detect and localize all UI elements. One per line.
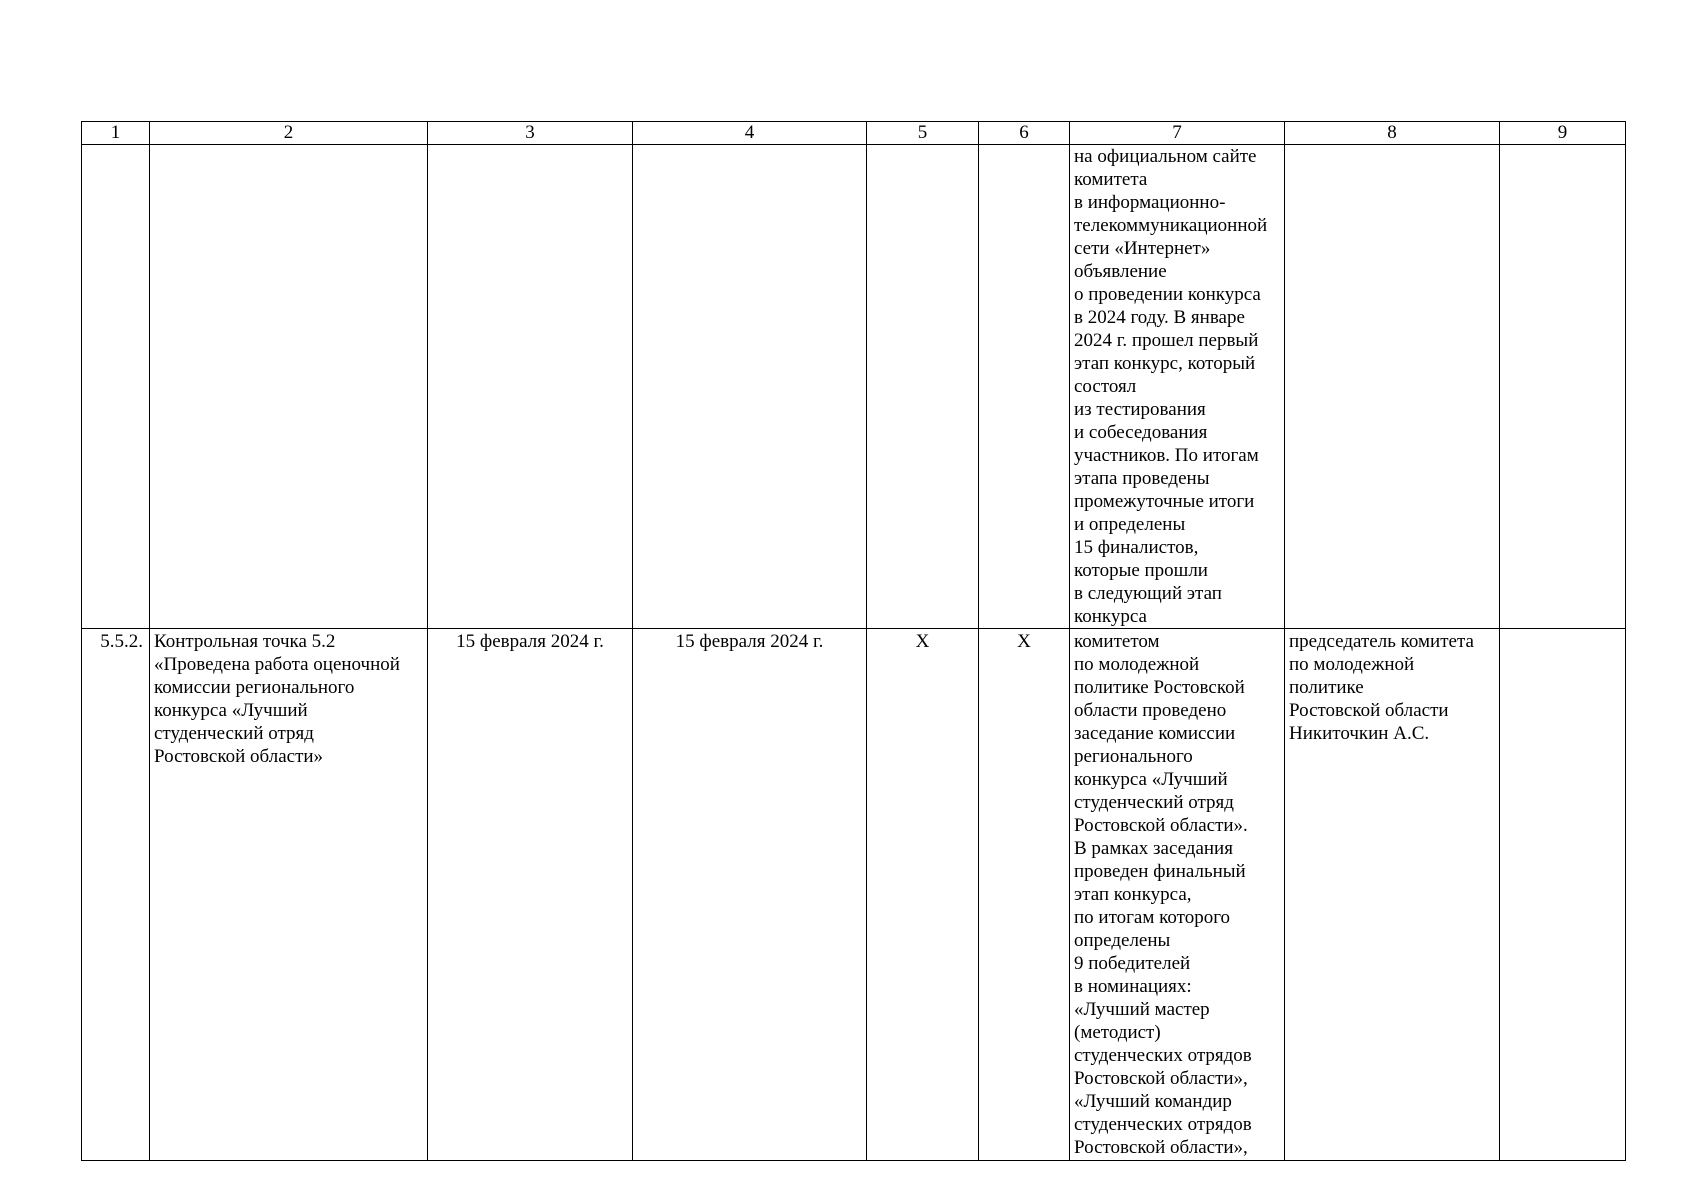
cell-text-line: Ростовской области» (154, 746, 324, 767)
cell-text-line: по итогам которого (1074, 907, 1231, 928)
cell-text-line: и определены (1074, 514, 1186, 535)
cell-text-line: 9 победителей (1074, 953, 1191, 974)
cell-text-line: политике Ростовской (1074, 677, 1245, 698)
cell-text-line: Ростовской области». (1074, 815, 1248, 836)
report-table (81, 121, 1626, 1161)
cell-text-line: Ростовской области», (1074, 1068, 1248, 1089)
header-cell-8: 8 (1285, 122, 1500, 145)
header-cell-1: 1 (82, 122, 150, 145)
cell-text-line: комитетом (1074, 631, 1160, 652)
cell-number (82, 145, 150, 629)
cell-text-line: в следующий этап (1074, 583, 1222, 604)
cell-text-line: состоял (1074, 376, 1137, 397)
cell-text-line: конкурса «Лучший (154, 700, 308, 721)
cell-text-line: из тестирования (1074, 399, 1206, 420)
cell-col9 (1500, 629, 1626, 1161)
cell-text-line: этап конкурса, (1074, 884, 1192, 905)
header-cell-5: 5 (867, 122, 979, 145)
cell-text-line: комитета (1074, 169, 1148, 190)
cell-col6 (979, 145, 1070, 629)
cell-text-line: по молодежной (1074, 654, 1200, 675)
cell-plan-date: 15 февраля 2024 г. (428, 629, 633, 1161)
cell-text-line: и собеседования (1074, 422, 1208, 443)
cell-result-description (1070, 145, 1285, 629)
table-header-row (82, 122, 1626, 145)
cell-text-line: на официальном сайте (1074, 146, 1257, 167)
cell-text-line: сети «Интернет» (1074, 238, 1211, 259)
cell-text-line: этап конкурс, который (1074, 353, 1256, 374)
cell-responsible (1285, 629, 1500, 1161)
cell-text-line: 2024 г. прошел первый (1074, 330, 1259, 351)
cell-text-line: 15 финалистов, (1074, 537, 1199, 558)
cell-text-line: определены (1074, 930, 1171, 951)
cell-text-line: Ростовской области (1289, 700, 1449, 721)
cell-text-line: студенческих отрядов (1074, 1114, 1252, 1135)
cell-col5 (867, 145, 979, 629)
cell-text-line: которые прошли (1074, 560, 1208, 581)
cell-text-line: студенческих отрядов (1074, 1045, 1252, 1066)
header-cell-4: 4 (633, 122, 867, 145)
cell-text-line: председатель комитета (1289, 631, 1474, 652)
table-row-5-5-2 (82, 629, 1626, 1161)
cell-text-line: в 2024 году. В январе (1074, 307, 1245, 328)
cell-text-line: студенческий отряд (1074, 792, 1234, 813)
cell-event-name (150, 629, 428, 1161)
cell-event-name (150, 145, 428, 629)
cell-fact-date (633, 145, 867, 629)
cell-col9 (1500, 145, 1626, 629)
cell-fact-date: 15 февраля 2024 г. (633, 629, 867, 1161)
header-cell-7: 7 (1070, 122, 1285, 145)
cell-text-line: по молодежной (1289, 654, 1415, 675)
cell-text-line: комиссии регионального (154, 677, 355, 698)
header-cell-9: 9 (1500, 122, 1626, 145)
header-cell-3: 3 (428, 122, 633, 145)
cell-text-line: в информационно- (1074, 192, 1226, 213)
cell-text-line: В рамках заседания (1074, 838, 1233, 859)
cell-number: 5.5.2. (82, 629, 150, 1161)
header-cell-6: 6 (979, 122, 1070, 145)
cell-text-line: студенческий отряд (154, 723, 314, 744)
cell-text-line: политике (1289, 677, 1364, 698)
cell-text-line: «Лучший мастер (1074, 999, 1210, 1020)
cell-text-line: Никиточкин А.С. (1289, 723, 1430, 744)
cell-text-line: Ростовской области», (1074, 1137, 1248, 1158)
cell-text-line: этапа проведены (1074, 468, 1210, 489)
cell-text-line: регионального (1074, 746, 1193, 767)
cell-text-line: (методист) (1074, 1022, 1161, 1043)
table-row-continuation (82, 145, 1626, 629)
cell-col6: X (979, 629, 1070, 1161)
cell-text-line: области проведено (1074, 700, 1227, 721)
cell-text-line: в номинациях: (1074, 976, 1192, 997)
cell-plan-date (428, 145, 633, 629)
cell-text-line: проведен финальный (1074, 861, 1246, 882)
cell-col5: X (867, 629, 979, 1161)
cell-responsible (1285, 145, 1500, 629)
cell-text-line: объявление (1074, 261, 1167, 282)
cell-text-line: промежуточные итоги (1074, 491, 1255, 512)
cell-text-line: «Проведена работа оценочной (154, 654, 400, 675)
cell-text-line: заседание комиссии (1074, 723, 1236, 744)
header-cell-2: 2 (150, 122, 428, 145)
cell-text-line: телекоммуникационной (1074, 215, 1268, 236)
cell-text-line: конкурса «Лучший (1074, 769, 1228, 790)
cell-text-line: конкурса (1074, 606, 1147, 627)
cell-result-description (1070, 629, 1285, 1161)
cell-text-line: участников. По итогам (1074, 445, 1259, 466)
cell-text-line: «Лучший командир (1074, 1091, 1232, 1112)
cell-text-line: о проведении конкурса (1074, 284, 1261, 305)
cell-text-line: Контрольная точка 5.2 (154, 631, 336, 652)
